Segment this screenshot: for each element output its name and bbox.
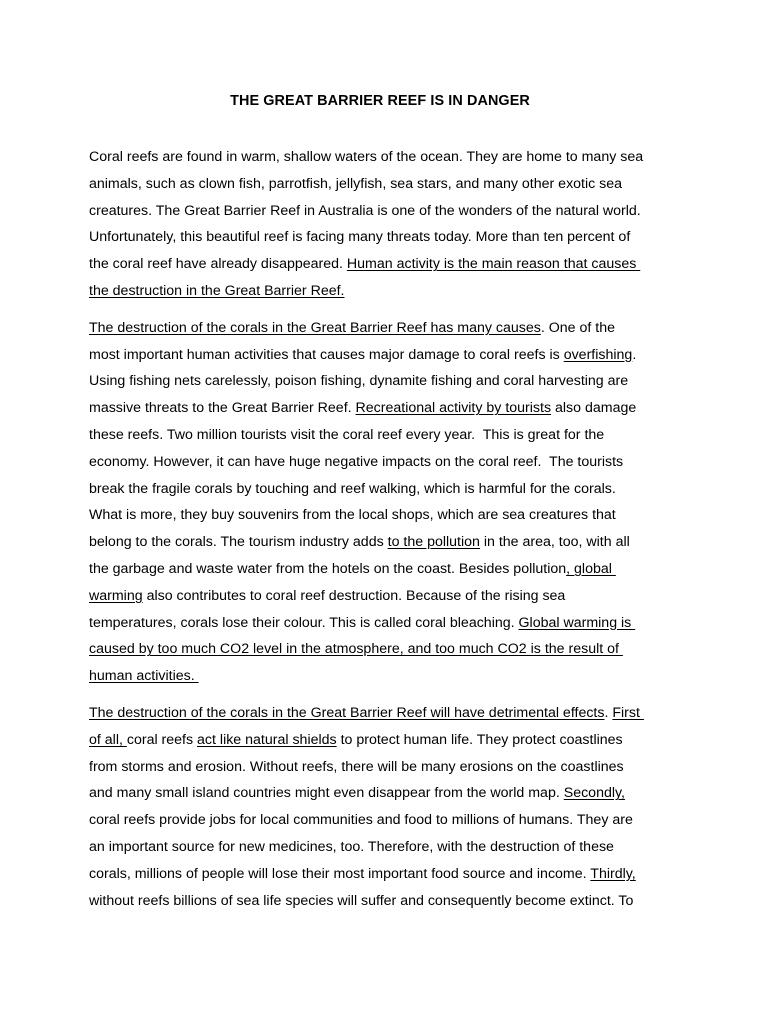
text-line	[89, 342, 689, 369]
text-run: most important human activities that causes major damage to coral reefs is	[89, 346, 564, 363]
text-line	[89, 636, 689, 663]
text-run: massive threats to the Great Barrier Reef.	[89, 400, 356, 417]
text-line	[89, 251, 689, 278]
underlined-text: Secondly,	[563, 785, 625, 802]
text-line	[89, 278, 689, 305]
text-run: temperatures, corals lose their colour. This is called coral bleaching.	[89, 614, 519, 631]
text-line	[89, 171, 689, 198]
text-run: .	[604, 704, 613, 721]
text-run: economy. However, it can have huge negative impacts on the coral reef. The tourists	[89, 453, 624, 470]
text-line	[89, 449, 689, 476]
underlined-text: Human activity is the main reason that causes	[346, 256, 641, 273]
paragraph	[89, 700, 689, 914]
underlined-text: warming	[89, 587, 143, 604]
text-run: to protect human life. They protect coastlines	[336, 731, 623, 748]
underlined-text: First	[612, 704, 644, 721]
text-line	[89, 610, 689, 637]
underlined-text: the destruction in the Great Barrier Reef.	[89, 282, 345, 299]
text-line	[89, 888, 689, 915]
text-line	[89, 754, 689, 781]
underlined-text: human activities.	[89, 668, 199, 685]
text-run: Coral reefs are found in warm, shallow waters of the ocean. They are home to many sea	[89, 149, 644, 165]
text-line	[89, 727, 689, 754]
paragraph	[89, 315, 689, 690]
text-line	[89, 700, 689, 727]
text-run: in the area, too, with all	[479, 534, 630, 551]
text-run: Unfortunately, this beautiful reef is facing many threats today. More than ten percent of	[89, 229, 631, 246]
text-line	[89, 395, 689, 422]
text-run: an important source for new medicines, too. Therefore, with the destruction of these	[89, 838, 614, 855]
underlined-text: Thirdly,	[590, 865, 636, 882]
text-run: without reefs billions of sea life species will suffer and consequently become extinct. To	[89, 892, 634, 909]
underlined-text: , global	[566, 560, 616, 577]
text-run: the coral reef have already disappeared.	[89, 256, 347, 273]
text-line	[89, 663, 689, 690]
paragraph	[89, 144, 689, 305]
text-run: animals, such as clown fish, parrotfish, jellyfish, sea stars, and many other exotic sea	[89, 175, 623, 192]
underlined-text: caused by too much CO2 level in the atmosphere, and too much CO2 is the result of	[89, 641, 623, 658]
text-line	[89, 224, 689, 251]
text-line	[89, 368, 689, 395]
document-body	[89, 144, 689, 914]
underlined-text: of all,	[89, 731, 127, 748]
text-run: these reefs. Two million tourists visit the coral reef every year. This is great for the	[89, 426, 605, 443]
text-line	[89, 476, 689, 503]
underlined-text: Global warming is	[518, 614, 636, 631]
text-run: also damage	[551, 400, 637, 417]
underlined-text: The destruction of the corals in the Great Barrier Reef has many causes	[89, 319, 541, 336]
text-run: . One of the	[540, 319, 615, 336]
text-run: from storms and erosion. Without reefs, there will be many erosions on the coastlines	[89, 758, 624, 775]
text-run: coral reefs	[126, 731, 198, 748]
text-line	[89, 861, 689, 888]
text-run: .	[632, 346, 637, 363]
text-line	[89, 556, 689, 583]
text-line	[89, 198, 689, 225]
text-run: creatures. The Great Barrier Reef in Australia is one of the wonders of the natural world.	[89, 202, 641, 219]
text-line	[89, 422, 689, 449]
underlined-text: to the pollution	[387, 534, 480, 551]
text-run: Using fishing nets carelessly, poison fishing, dynamite fishing and coral harvesting are	[89, 373, 629, 390]
text-run: and many small island countries might even disappear from the world map.	[89, 785, 564, 802]
text-run: coral reefs provide jobs for local communities and food to millions of humans. They are	[89, 812, 633, 829]
text-run: the garbage and waste water from the hotels on the coast. Besides pollution	[89, 560, 567, 577]
text-line	[89, 780, 689, 807]
text-line	[89, 502, 689, 529]
underlined-text: overfishing	[563, 346, 633, 363]
document-title: THE GREAT BARRIER REEF IS IN DANGER	[230, 93, 530, 109]
underlined-text: Recreational activity by tourists	[355, 400, 552, 417]
text-line	[89, 807, 689, 834]
text-line	[89, 834, 689, 861]
text-run: What is more, they buy souvenirs from the local shops, which are sea creatures that	[89, 507, 616, 524]
text-line	[89, 144, 689, 171]
text-line	[89, 583, 689, 610]
underlined-text: The destruction of the corals in the Great Barrier Reef will have detrimental effects	[89, 704, 605, 721]
text-line	[89, 529, 689, 556]
text-line	[89, 315, 689, 342]
underlined-text: act like natural shields	[197, 731, 337, 748]
text-run: belong to the corals. The tourism industry adds	[89, 534, 388, 551]
text-run: corals, millions of people will lose their most important food source and income.	[89, 865, 591, 882]
text-run: also contributes to coral reef destruction. Because of the rising sea	[142, 587, 566, 604]
text-run: break the fragile corals by touching and reef walking, which is harmful for the corals.	[89, 480, 616, 497]
